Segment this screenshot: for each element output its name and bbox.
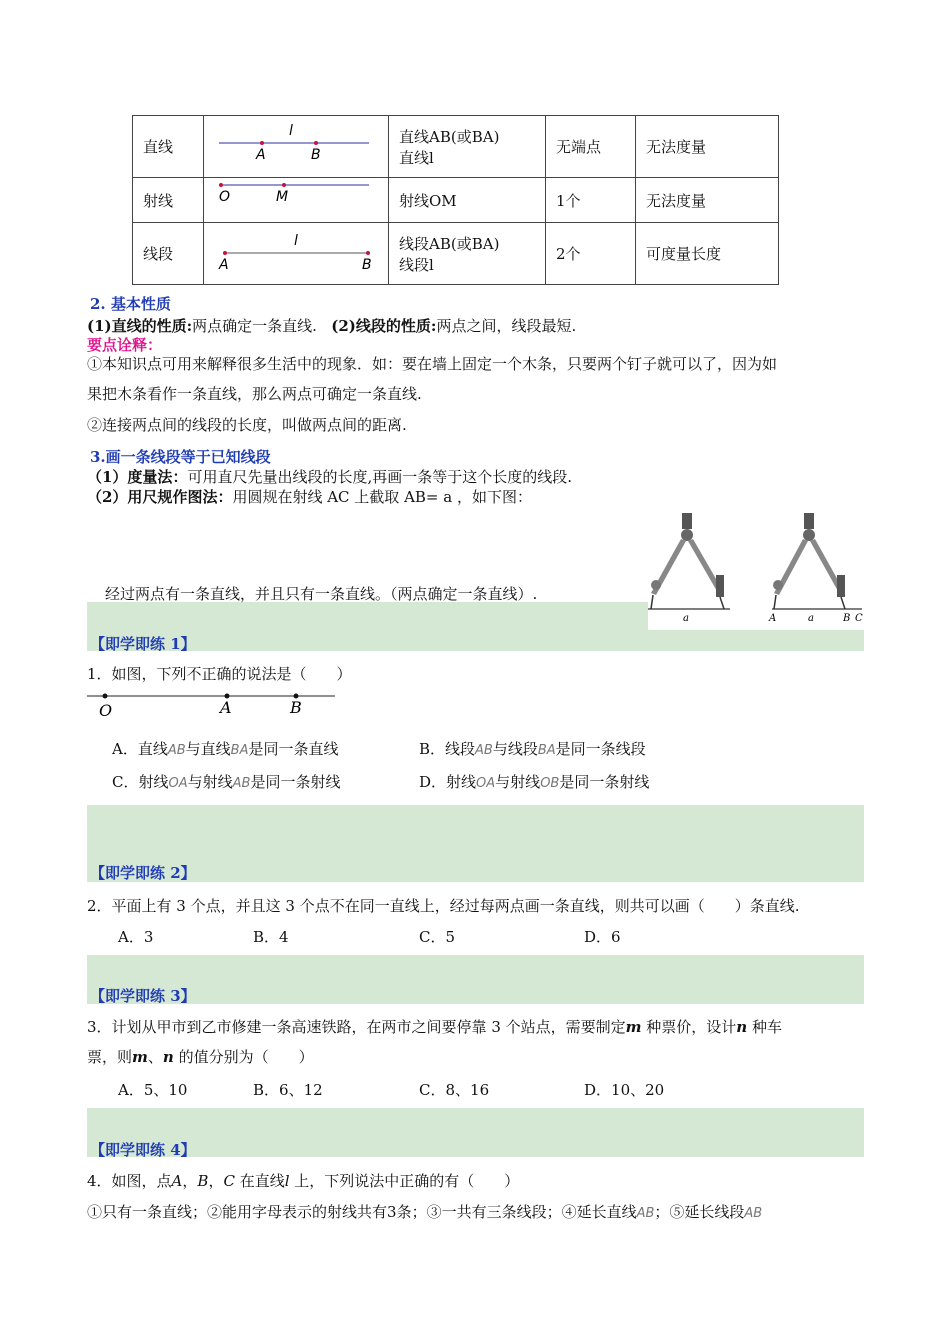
row-name: 线段: [133, 223, 204, 285]
label-b: B: [290, 698, 302, 717]
note-title: 要点诠释：: [87, 336, 163, 354]
ex4-question: [87, 1170, 519, 1191]
q-text: ①只有一条直线；②能用字母表示的射线共有: [87, 1203, 388, 1221]
ray-figure-cell: [204, 178, 389, 223]
section2-properties: [87, 315, 576, 336]
endpoints-cell: 1个: [546, 178, 636, 223]
q-text: 的值分别为（ ）: [173, 1048, 314, 1066]
q-text: 、: [147, 1048, 163, 1066]
prop1-text: 两点确定一条直线.: [192, 317, 317, 335]
q-text: 4．如图，点: [87, 1172, 172, 1190]
var-l: l: [284, 1172, 290, 1190]
measure-cell: 无法度量: [636, 178, 779, 223]
label-m: M: [276, 189, 289, 205]
label-o: O: [219, 189, 231, 205]
note1-line1: ①本知识点可用来解释很多生活中的现象．如：要在墙上固定一个木条，只要两个钉子就可以了，因为如: [87, 355, 778, 373]
ex2-option-c[interactable]: C．5: [419, 928, 456, 946]
q-text: 种车: [747, 1018, 782, 1036]
row-name: 直线: [133, 116, 204, 178]
q-number: 3: [387, 1203, 397, 1221]
compass-pencil: [837, 575, 845, 597]
compass-label-C: C: [855, 613, 863, 624]
segment-figure-cell: [204, 223, 389, 285]
math-ba: BA: [537, 743, 556, 758]
compass-pencil-tip: [841, 597, 845, 609]
point-b-dot: [314, 141, 318, 145]
notation-line: 直线AB(或BA): [399, 127, 500, 146]
ex1-option-c[interactable]: [112, 771, 340, 792]
point-b-dot: [366, 251, 370, 255]
label-l: l: [289, 123, 293, 139]
opt-text: 是同一条线段: [555, 740, 646, 758]
measure-cell: 可度量长度: [636, 223, 779, 285]
method1-label: （1）度量法：: [87, 468, 188, 486]
math-ab: AB: [636, 1206, 655, 1221]
var-a: A: [171, 1172, 183, 1190]
ex2-option-a[interactable]: A．3: [118, 928, 154, 946]
compass-figure: [648, 505, 864, 630]
ex3-option-d[interactable]: D．10、20: [584, 1081, 665, 1099]
q-text: 条；③一共有三条线段；④延长直线: [396, 1203, 637, 1221]
compass-label-a: a: [683, 613, 689, 624]
ex1-option-b[interactable]: [419, 738, 646, 759]
ex1-header: 【即学即练 1】: [90, 635, 196, 653]
prop2-text: 两点之间，线段最短.: [436, 317, 577, 335]
math-ba: BA: [230, 743, 249, 758]
q-text: 在直线: [234, 1172, 285, 1190]
point-o-dot: [103, 694, 108, 699]
point-m-dot: [282, 183, 286, 187]
ex3-option-c[interactable]: C．8、16: [419, 1081, 490, 1099]
segment-figure: [204, 223, 388, 280]
point-o-dot: [219, 183, 223, 187]
compass-knob: [773, 580, 783, 590]
compass-hinge: [681, 529, 693, 541]
line-figure: [204, 116, 388, 173]
ex2-question: 2．平面上有 3 个点，并且这 3 个点不在同一直线上，经过每两点画一条直线，则共可以画（ ）条直线.: [87, 897, 800, 915]
label-b: B: [311, 147, 321, 163]
ex3-question-line1: [87, 1016, 782, 1037]
notation-cell: 射线OM: [389, 178, 546, 223]
compass-needle: [651, 595, 653, 609]
highlight-band: [87, 805, 864, 882]
var-c: C: [223, 1172, 235, 1190]
label-a: A: [220, 698, 232, 717]
method2: [87, 486, 532, 507]
opt-text: D．射线: [419, 773, 477, 791]
method1: [87, 466, 572, 487]
line-figure-cell: [204, 116, 389, 178]
q-text: 种票价，设计: [641, 1018, 737, 1036]
ex1-figure: [87, 688, 337, 720]
table-row: [133, 178, 779, 223]
ex2-option-b[interactable]: B．4: [253, 928, 289, 946]
notation-cell: [389, 223, 546, 285]
math-ab: AB: [232, 776, 251, 791]
label-a: A: [219, 257, 229, 273]
compass-label-B: B: [843, 613, 851, 624]
ex2-header: 【即学即练 2】: [90, 864, 196, 882]
math-ab: AB: [744, 1206, 763, 1221]
measure-cell: 无法度量: [636, 116, 779, 178]
opt-text: 是同一条射线: [250, 773, 341, 791]
prop1-label: (1)直线的性质:: [87, 317, 193, 335]
var-b: B: [197, 1172, 209, 1190]
method2-text: 用圆规在射线 AC 上截取 AB= a ，如下图：: [232, 488, 532, 506]
row-name: 射线: [133, 178, 204, 223]
ex1-option-a[interactable]: [112, 738, 339, 759]
math-oa: OA: [476, 776, 496, 791]
ex2-option-d[interactable]: D．6: [584, 928, 621, 946]
var-m: m: [132, 1048, 148, 1066]
section3-title: 3.画一条线段等于已知线段: [90, 448, 271, 466]
endpoints-cell: 2个: [546, 223, 636, 285]
compass-handle: [682, 513, 692, 529]
var-n: n: [736, 1018, 748, 1036]
opt-text: 与射线: [187, 773, 233, 791]
label-a: A: [256, 147, 266, 163]
opt-text: B．线段: [419, 740, 476, 758]
ex1-question: 1．如图，下列不正确的说法是（ ）: [87, 665, 352, 683]
ray-figure: [204, 178, 388, 218]
endpoints-cell: 无端点: [546, 116, 636, 178]
q-text: ，: [208, 1172, 224, 1190]
highlight-band: [87, 955, 864, 1004]
var-n: n: [162, 1048, 174, 1066]
ex3-option-b[interactable]: B．6、12: [253, 1081, 323, 1099]
notation-cell: [389, 116, 546, 178]
method2-label: （2）用尺规作图法：: [87, 488, 233, 506]
ex4-header: 【即学即练 4】: [90, 1141, 196, 1159]
q-text: 3．计划从甲市到乙市修建一条高速铁路，在两市之间要停靠 3 个站点，需要制定: [87, 1018, 626, 1036]
note2: ②连接两点间的线段的长度，叫做两点间的距离.: [87, 416, 407, 434]
table-row: [133, 223, 779, 285]
notation-line: 直线l: [399, 148, 434, 167]
notation-line: 线段AB(或BA): [399, 234, 500, 253]
math-oa: OA: [168, 776, 188, 791]
opt-text: C．射线: [112, 773, 169, 791]
section2-title: 2. 基本性质: [90, 295, 171, 313]
point-a-dot: [260, 141, 264, 145]
math-ab: AB: [475, 743, 493, 758]
compass-label-a2: a: [808, 613, 814, 624]
summary-text: 经过两点有一条直线，并且只有一条直线。（两点确定一条直线）.: [105, 585, 538, 603]
label-l: l: [294, 233, 298, 249]
var-m: m: [625, 1018, 642, 1036]
label-o: O: [99, 701, 113, 720]
q-text: ；⑤延长线段: [654, 1203, 745, 1221]
ex4-statements: [87, 1201, 762, 1222]
compass-pencil: [716, 575, 724, 597]
ex1-option-d[interactable]: [419, 771, 649, 792]
ex3-option-a[interactable]: A．5、10: [118, 1081, 188, 1099]
note1-line2: 果把木条看作一条直线，那么两点可确定一条直线.: [87, 385, 422, 403]
ex3-header: 【即学即练 3】: [90, 987, 196, 1005]
compass-hinge: [803, 529, 815, 541]
figure-table: [132, 115, 779, 285]
compass-knob: [651, 580, 661, 590]
compass-needle: [774, 595, 776, 609]
prop2-label: (2)线段的性质:: [331, 317, 437, 335]
q-text: 上，下列说法中正确的有（ ）: [289, 1172, 520, 1190]
opt-text: 是同一条射线: [559, 773, 650, 791]
table-row: [133, 116, 779, 178]
opt-text: 与线段: [492, 740, 538, 758]
label-b: B: [362, 257, 372, 273]
method1-text: 可用直尺先量出线段的长度,再画一条等于这个长度的线段.: [187, 468, 572, 486]
compass-label-A: A: [769, 613, 777, 624]
compass-handle: [804, 513, 814, 529]
notation-line: 线段l: [399, 255, 434, 274]
opt-text: 与直线: [185, 740, 231, 758]
math-ob: OB: [540, 776, 560, 791]
opt-text: 是同一条直线: [248, 740, 339, 758]
q-text: 票，则: [87, 1048, 133, 1066]
q-text: ，: [182, 1172, 198, 1190]
ex3-question-line2: [87, 1046, 314, 1067]
compass-drawing: [648, 505, 864, 630]
math-ab: AB: [167, 743, 186, 758]
compass-pencil-tip: [720, 597, 724, 609]
point-a-dot: [223, 251, 227, 255]
opt-text: 与射线: [495, 773, 541, 791]
opt-text: A．直线: [112, 740, 168, 758]
highlight-band: [87, 1108, 864, 1157]
